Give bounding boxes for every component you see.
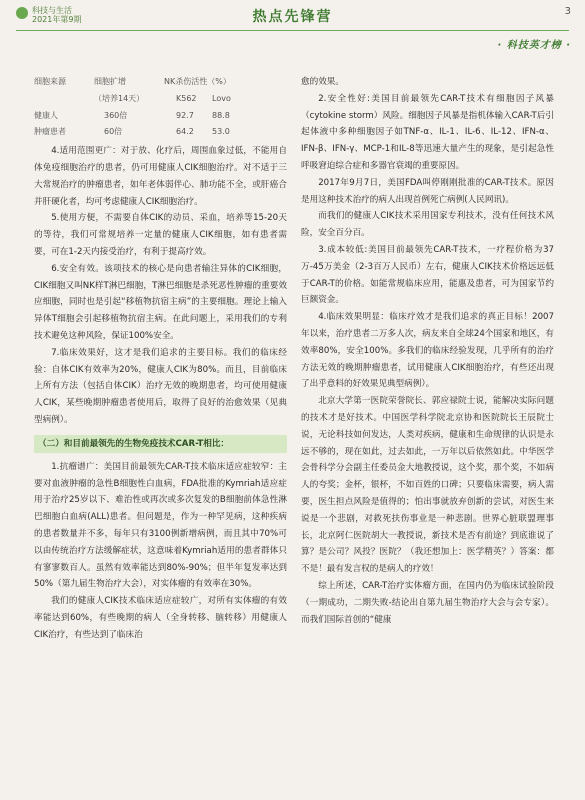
slogan: · 科技英才榜 · bbox=[497, 40, 571, 51]
paragraph: 6.安全有效。该项技术的核心是向患者输注异体的CIK细胞，CIK细胞又叫NK样T淋巴细胞，T淋巴细胞是杀死恶性肿瘤的重要效应细胞，同时也是引起“移植物抗宿主病”的主要细胞。理论上输入异体T细胞会引起移植物抗宿主病。在此问题上，采用我们的专利技术避免这种风险，保证100%安全。 bbox=[34, 263, 287, 341]
table-subheader-cell bbox=[34, 91, 94, 108]
magazine-name: 科技与生活 bbox=[32, 6, 72, 15]
paragraph: 2017年9月7日，美国FDA叫停刚刚批准的CAR-T技术。原因是用这种技术治疗的病人出现首例死亡病例(人民网讯)。 bbox=[301, 177, 554, 205]
paragraph: 3.成本较低:美国目前最领先CAR-T技术，一疗程价格为37万-45万美金（2-3百万人民币）左右，健康人CIK技术价格远远低于CAR-T的价格。如能常规临床应用，能惠及患者，可为国家节约巨额资金。 bbox=[301, 244, 554, 306]
paragraph: 4.临床效果明显：临床疗效才是我们追求的真正目标！2007年以来，治疗患者二万多人次，病友来自全球24个国家和地区，有效率80%，安全100%。多我们的临床经验发现，几乎所有的治疗方法无效的晚期肿瘤患者，试用健康人CIK细胞治疗，有些还出现了出乎意料的好效果见典型病例）。 bbox=[301, 312, 554, 390]
page-number: 3 bbox=[564, 6, 571, 17]
table-subheader-cell: K562 bbox=[176, 93, 197, 103]
table-subheader-cell: （培养14天） bbox=[94, 93, 145, 103]
table-cell: 60倍 bbox=[104, 127, 123, 137]
table-cell: 53.0 bbox=[212, 127, 230, 137]
table-header-cell: 细胞扩增 bbox=[94, 77, 126, 86]
table-header-cell: NK杀伤活性（%） bbox=[164, 77, 231, 86]
paragraph: 4.适用范围更广：对于放、化疗后，周围血象过低，不能用自体免疫细胞治疗的患者，仍可用健康人CIK细胞治疗。对不适于三大常规治疗的肿瘤患者，如年老体弱伴心、肺功能不全，或肝癌合并肝硬化者，均可考虑健康人CIK细胞治疗。 bbox=[34, 146, 287, 207]
table-cell: 92.7 bbox=[176, 110, 194, 120]
paragraph: 2.安全性好:美国目前最领先CAR-T技术有细胞因子风暴（cytokine storm）风险。细胞因子风暴是指机体输入CAR-T后引起体液中多种细胞因子如TNF-α、IL-1、IL-6、IL-12、IFN-α、IFN-β、IFN-γ、MCP-1和IL-8等迅速大量产生的现象，是引起急性呼吸窘迫综合症和多器官衰竭的重要原因。 bbox=[301, 93, 554, 171]
paragraph: 5.使用方便，不需要自体CIK的动员、采血，培养等15-20天的等待，我们可常规培养一定量的健康人CIK细胞，如有患者需要，可在1-2天内接受治疗，有利于提高疗效。 bbox=[34, 213, 287, 257]
table-header-row bbox=[34, 74, 231, 91]
issue-label: 2021年第9期 bbox=[32, 15, 82, 24]
table-subheader-cell: Lovo bbox=[212, 93, 231, 103]
table-cell: 64.2 bbox=[176, 127, 194, 137]
table-row bbox=[34, 124, 231, 141]
page-header bbox=[0, 0, 585, 51]
section-heading: （二）和目前最领先的生物免疫技术CAR-T相比： bbox=[34, 435, 287, 453]
paragraph: 愈的效果。 bbox=[301, 77, 344, 87]
paragraph: 综上所述，CAR-T治疗实体瘤方面，在国内仍为临床试验阶段（一期成功，二期失败-结论出自第九届生物治疗大会与会专家）。而我们国际首创的“健康 bbox=[301, 580, 554, 625]
table-cell: 健康人 bbox=[34, 110, 58, 120]
cik-comparison-table bbox=[34, 74, 231, 141]
table-cell: 88.8 bbox=[212, 110, 230, 120]
paragraph: 我们的健康人CIK技术临床适应症较广，对所有实体瘤的有效率能达到60%，有些晚期的病人（全身转移、脑转移）用健康人CIK治疗，有些达到了临床治 bbox=[34, 596, 287, 640]
paragraph: 北京大学第一医院荣誉院长、郭应禄院士说，能解决实际问题的技术才是好技术。中国医学科学院北京协和医院院长王辰院士说，无论科技如何发达，人类对疾病，健康和生命规律的认识是永远不够的，现在如此，过去如此，一万年以后依然如此。中华医学会骨科学分会副主任委员金大地教授说，这个奖，那个奖，不如病人的夸奖；金杯，银杯，不如百姓的口碑；只要临床需要，病人需要，医生担点风险是值得的；怕出事就放弃创新的尝试，对医生来说是一个悲剧，对救死扶伤事业是一种悲剧。世界心脏联盟理事长，北京阿仁医院胡大一教授说，新技术是否有前途？到底谁说了算？是公司？风投？医院？（我还想加上：医学精英？）答案：都不是！最有发言权的是病人的疗效！ bbox=[301, 396, 554, 575]
section-title: 热点先锋营 bbox=[252, 9, 333, 25]
paragraph: 1.抗瘤谱广：美国目前最领先CAR-T技术临床适应症较窄：主要对血液肿瘤的急性B细胞性白血病，FDA批准的Kymriah适应症用于治疗25岁以下、难治性或再次或多次复发的B细胞前体急性淋巴细胞白血病(ALL)患者。但问题是，作为一种罕见病，这种疾病的患者数量并不多，每年只有3100例新增病例，而且其中70%可以由传统治疗方法缓解症状，这意味着Kymriah适用的患者群体只有寥寥数百人。虽然有效率能达到80%-90%；但半年复发率达到50%（第九届生物治疗大会），对实体瘤的有效率在30%。 bbox=[34, 461, 287, 590]
paragraph: 7.临床效果好，这才是我们追求的主要目标。我们的临床经验：自体CIK有效率为20%，健康人CIK为80%。而且，目前临床上所有方法（包括自体CIK）治疗无效的晚期患者，均可使用健康人CIK，某些晚期肿瘤患者使用后，取得了良好的治愈效果（见典型病例）。 bbox=[34, 347, 287, 425]
left-column bbox=[34, 74, 287, 644]
table-cell: 360倍 bbox=[104, 110, 128, 120]
right-column bbox=[301, 74, 554, 628]
table-cell: 肿瘤患者 bbox=[34, 127, 66, 137]
paragraph: 而我们的健康人CIK技术采用国家专利技术，没有任何技术风险，安全百分百。 bbox=[301, 211, 554, 239]
table-header-cell: 细胞来源 bbox=[34, 77, 66, 86]
table-subheader-row bbox=[34, 91, 231, 108]
header-divider bbox=[16, 30, 569, 31]
table-row bbox=[34, 108, 231, 125]
